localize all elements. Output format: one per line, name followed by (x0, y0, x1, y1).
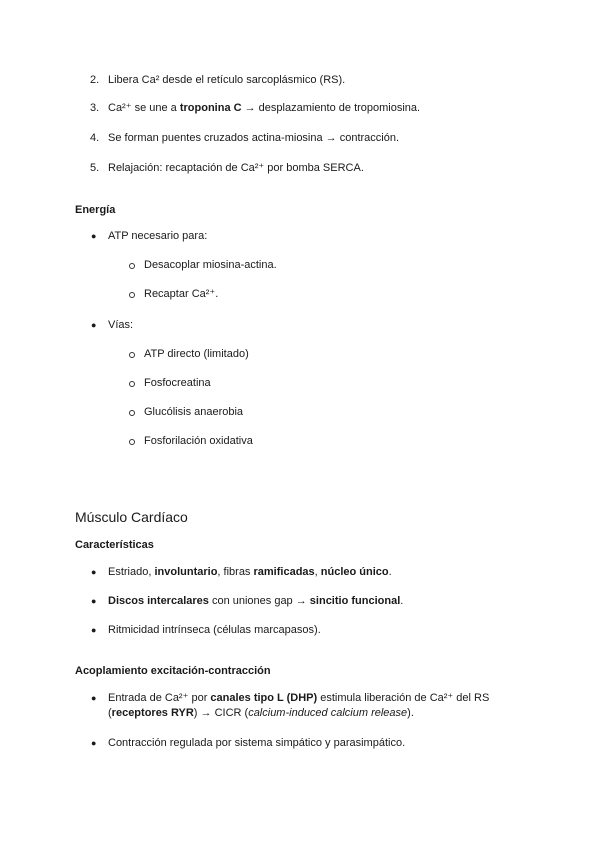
step-number: 2. (90, 74, 100, 86)
step-number: 3. (90, 102, 100, 114)
circle-bullet-icon (129, 263, 135, 269)
bullet-icon: ● (91, 320, 97, 330)
energia-heading: Energía (75, 204, 116, 216)
step-number: 5. (90, 162, 100, 174)
circle-bullet-icon (129, 352, 135, 358)
circle-bullet-icon (129, 439, 135, 445)
step-text: Relajación: recaptación de Ca²⁺ por bomba SERCA. (108, 162, 364, 174)
step-text: Se forman puentes cruzados actina-miosina → contracción. (108, 132, 400, 144)
circle-bullet-icon (129, 381, 135, 387)
list-item: Vías: (108, 319, 134, 331)
step-number: 4. (90, 132, 100, 144)
bullet-icon: ● (91, 738, 97, 748)
list-item: Estriado, involuntario, fibras ramificadas, núcleo único. (108, 566, 392, 578)
bullet-icon: ● (91, 231, 97, 241)
circle-bullet-icon (129, 410, 135, 416)
list-item: ATP directo (limitado) (144, 348, 249, 360)
list-item: Desacoplar miosina-actina. (144, 259, 277, 271)
list-item: Entrada de Ca²⁺ por canales tipo L (DHP) estimula liberación de Ca²⁺ del RS (108, 692, 490, 704)
bullet-icon: ● (91, 693, 97, 703)
list-item: Fosforilación oxidativa (144, 435, 253, 447)
bullet-icon: ● (91, 625, 97, 635)
caracteristicas-heading: Características (75, 539, 154, 551)
list-item: ATP necesario para: (108, 230, 208, 242)
acoplamiento-heading: Acoplamiento excitación-contracción (75, 665, 271, 677)
bullet-icon: ● (91, 567, 97, 577)
circle-bullet-icon (129, 292, 135, 298)
list-item: Ritmicidad intrínseca (células marcapasos). (108, 624, 321, 636)
bullet-icon: ● (91, 596, 97, 606)
list-item: Contracción regulada por sistema simpático y parasimpático. (108, 737, 406, 749)
list-item: Discos intercalares con uniones gap → sincitio funcional. (108, 595, 404, 607)
list-item: Glucólisis anaerobia (144, 406, 244, 418)
list-item: Fosfocreatina (144, 377, 211, 389)
list-item-continuation: (receptores RYR) → CICR (calcium-induced calcium release). (108, 707, 414, 719)
step-text: Ca²⁺ se une a troponina C → desplazamiento de tropomiosina. (108, 102, 421, 114)
section-title: Músculo Cardíaco (75, 509, 188, 525)
step-text: Libera Ca² desde el retículo sarcoplásmico (RS). (108, 74, 346, 86)
list-item: Recaptar Ca²⁺. (144, 288, 219, 300)
